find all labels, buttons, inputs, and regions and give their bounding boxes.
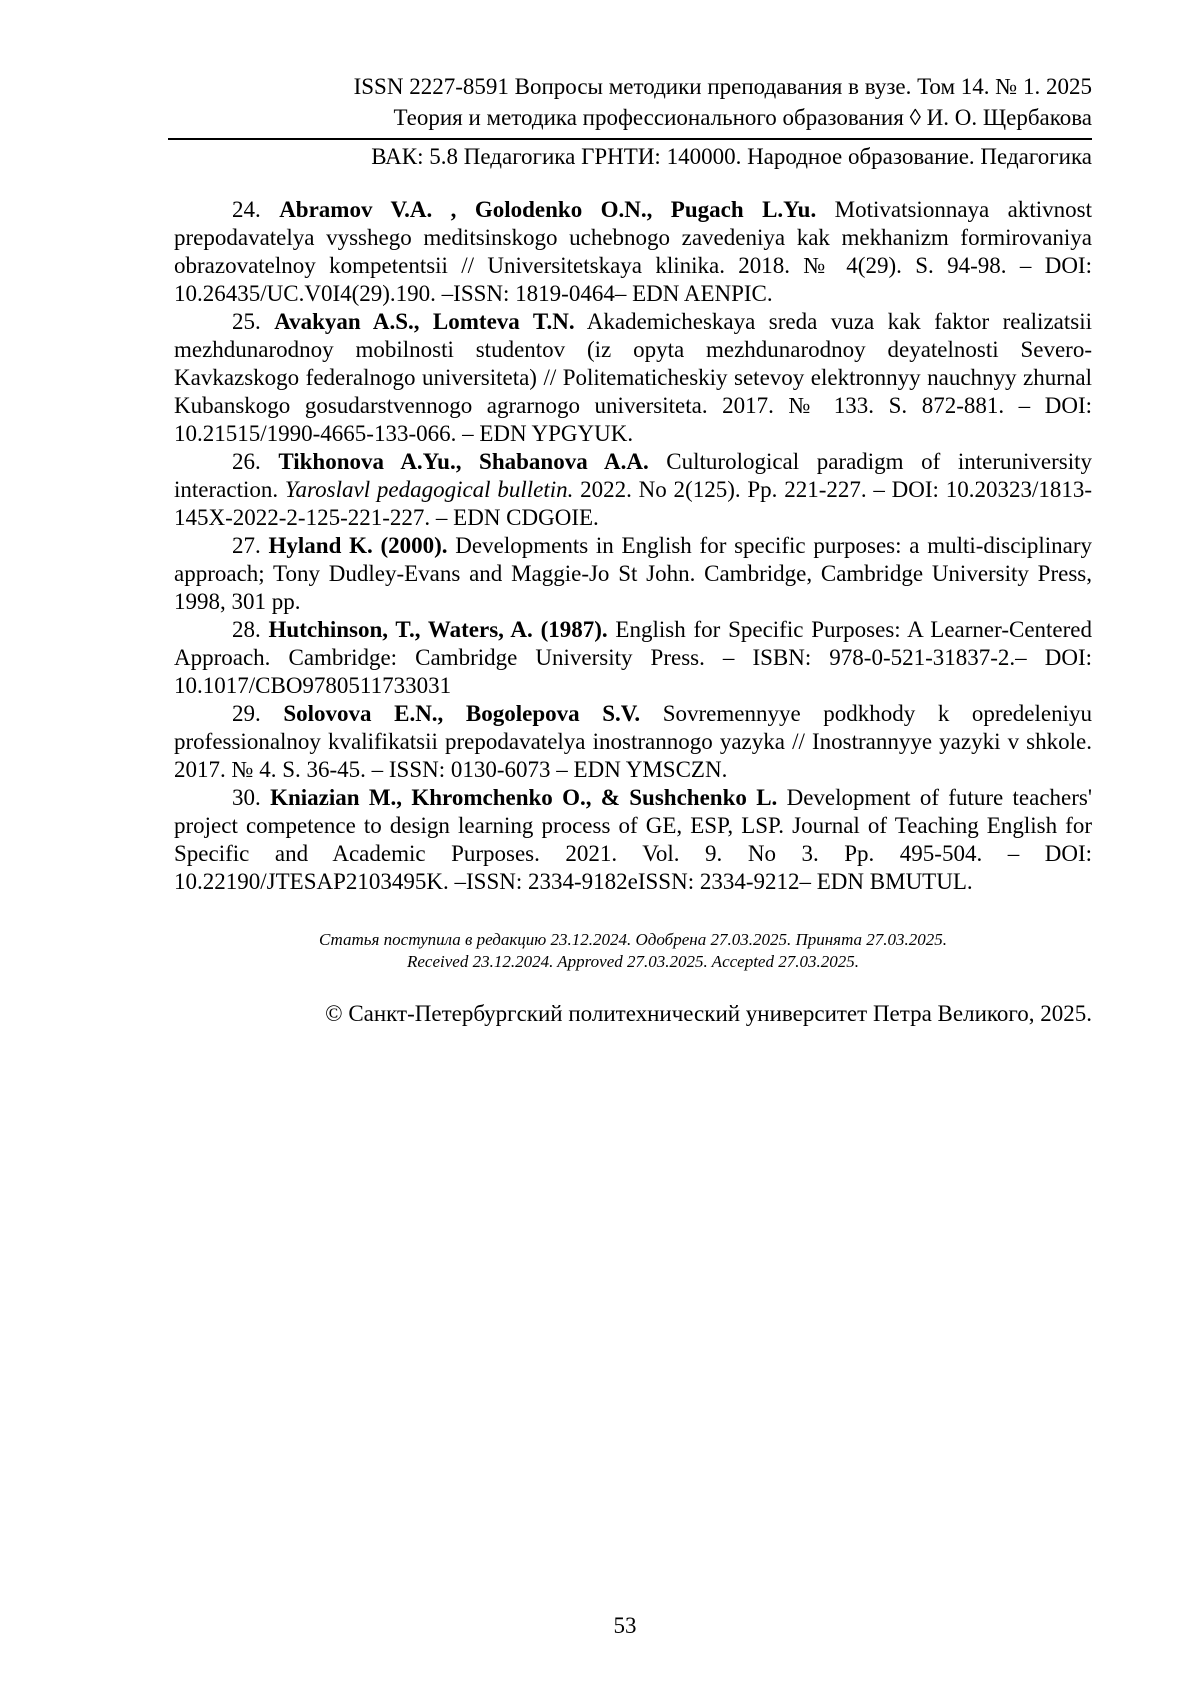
reference-26 [174,448,1092,532]
reference-number: 26. [232,449,261,474]
reference-text: Developments in English for specific purposes: a multi-disciplinary approach; Tony Dudley-Evans and Maggie-Jo St John. Cambridge, Cambridge University Press, 1998, 301 pp. [174,533,1093,614]
reference-number: 25. [232,309,261,334]
article-dates [174,929,1092,973]
reference-29 [174,700,1092,784]
reference-28 [174,616,1092,700]
reference-number: 30. [232,785,261,810]
article-dates-ru: Статья поступила в редакцию 23.12.2024. Одобрена 27.03.2025. Принята 27.03.2025. [318,930,948,949]
running-header-journal: ISSN 2227-8591 Вопросы методики преподавания в вузе. Том 14. № 1. 2025 [353,74,1092,99]
reference-24 [174,196,1092,308]
running-header-classification: ВАК: 5.8 Педагогика ГРНТИ: 140000. Народное образование. Педагогика [371,144,1092,169]
reference-number: 29. [232,701,261,726]
reference-25 [174,308,1092,448]
reference-text: Development of future teachers' project competence to design learning process of GE, ESP, LSP. Journal of Teaching English for Specific and Academic Purposes. 2021. Vol. 9. No 3. Pp. 495-504. – DOI: 10.22190/JTESAP2103495K. –ISSN: 2334-9182eISSN: 2334-9212– EDN BMUTUL. [174,785,1093,894]
reference-authors: Avakyan A.S., Lomteva T.N. [274,309,575,334]
reference-27 [174,532,1092,616]
reference-text: Motivatsionnaya aktivnost prepodavatelya vysshego meditsinskogo uchebnogo zavedeniya kak mekhanizm formirovaniya obrazovatelnoy kompetentsii // Universitetskaya klinika. 2018. № 4(29). S. 94-98. – DOI: 10.26435/UC.V0I4(29).190. –ISSN: 1819-0464– EDN AENPIC. [174,197,1092,306]
page-number: 53 [613,1613,637,1638]
reference-authors: Abramov V.A. , Golodenko O.N., Pugach L.Yu. [279,197,817,222]
copyright-notice: © Санкт-Петербургский политехнический университет Петра Великого, 2025. [325,1001,1092,1026]
reference-number: 28. [232,617,261,642]
reference-authors: Kniazian M., Khromchenko O., & Sushchenko L. [270,785,778,810]
running-header-author: Теория и методика профессионального образования ◊ И. О. Щербакова [393,105,1092,130]
reference-text: English for Specific Purposes: A Learner-Centered Approach. Cambridge: Cambridge University Press. – ISBN: 978-0-521-31837-2.– DOI: 10.1017/CBO9780511733031 [174,617,1093,698]
article-dates-en: Received 23.12.2024. Approved 27.03.2025. Accepted 27.03.2025. [407,952,859,971]
reference-text: Culturological paradigm of interuniversity interaction. [174,449,1093,502]
reference-list [174,196,1092,896]
reference-text: Sovremennyye podkhody k opredeleniyu professionalnoy kvalifikatsii prepodavatelya inostrannogo yazyka // Inostrannyye yazyki v shkole. 2017. № 4. S. 36-45. – ISSN: 0130-6073 – EDN YMSCZN. [174,701,1092,782]
reference-text-tail: 2022. No 2(125). Pp. 221-227. – DOI: 10.20323/1813-145X-2022-2-125-221-227. – EDN CDGOIE. [174,477,1092,530]
reference-authors: Solovova E.N., Bogolepova S.V. [283,701,641,726]
reference-30 [174,784,1092,896]
reference-authors: Hutchinson, T., Waters, A. (1987). [268,617,608,642]
reference-journal-italic: Yaroslavl pedagogical bulletin. [284,477,574,502]
reference-authors: Hyland K. (2000). [268,533,448,558]
reference-authors: Tikhonova A.Yu., Shabanova A.A. [278,449,649,474]
reference-number: 27. [232,533,261,558]
reference-number: 24. [232,197,261,222]
reference-text: Akademicheskaya sreda vuza kak faktor realizatsii mezhdunarodnoy mobilnosti studentov (iz opyta mezhdunarodnoy deyatelnosti Severo-Kavkazskogo federalnogo universiteta) // Politematicheskiy setevoy elektronnyy nauchnyy zhurnal Kubanskogo gosudarstvennogo agrarnogo universiteta. 2017. № 133. S. 872-881. – DOI: 10.21515/1990-4665-133-066. – EDN YPGYUK. [174,309,1092,446]
header-rule [168,138,1092,140]
